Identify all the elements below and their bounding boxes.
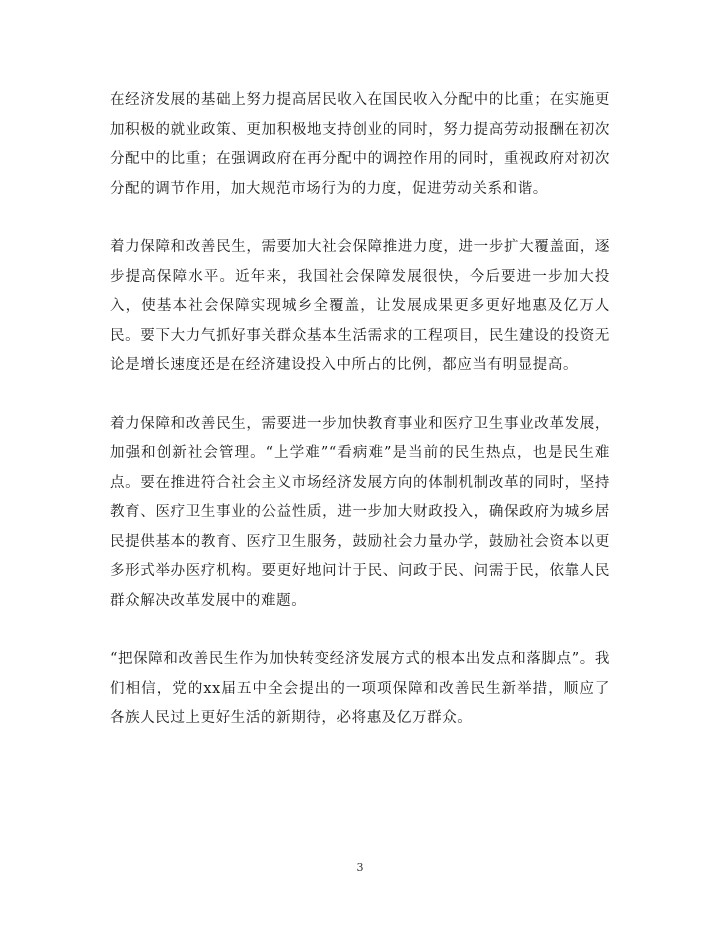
paragraph-social-security: 着力保障和改善民生，需要加大社会保障推进力度，进一步扩大覆盖面，逐步提高保障水平。近年来，我国社会保障发展很快，今后要进一步加大投入，使基本社会保障实现城乡全覆盖，让发展成果更多更好地惠及亿万人民。要下大力气抓好事关群众基本生活需求的工程项目，民生建设的投资无论是增长速度还是在经济建设投入中所占的比例，都应当有明显提高。: [110, 239, 610, 373]
document-body: [110, 86, 610, 734]
paragraph-income-distribution: 在经济发展的基础上努力提高居民收入在国民收入分配中的比重；在实施更加积极的就业政策、更加积极地支持创业的同时，努力提高劳动报酬在初次分配中的比重；在强调政府在再分配中的调控作用的同时，重视政府对初次分配的调节作用，加大规范市场行为的力度，促进劳动关系和谐。: [110, 92, 610, 197]
page-number: 3: [356, 861, 364, 874]
paragraph-conclusion: “把保障和改善民生作为加快转变经济发展方式的根本出发点和落脚点”。我们相信，党的xx届五中全会提出的一项项保障和改善民生新举措，顺应了各族人民过上更好生活的新期待，必将惠及亿万群众。: [110, 651, 610, 726]
paragraph-education-healthcare: 着力保障和改善民生，需要进一步加快教育事业和医疗卫生事业改革发展，加强和创新社会管理。“上学难”“看病难”是当前的民生热点，也是民生难点。要在推进符合社会主义市场经济发展方向的体制机制改革的同时，坚持教育、医疗卫生事业的公益性质，进一步加大财政投入，确保政府为城乡居民提供基本的教育、医疗卫生服务，鼓励社会力量办学，鼓励社会资本以更多形式举办医疗机构。要更好地问计于民、问政于民、问需于民，依靠人民群众解决改革发展中的难题。: [110, 415, 610, 609]
